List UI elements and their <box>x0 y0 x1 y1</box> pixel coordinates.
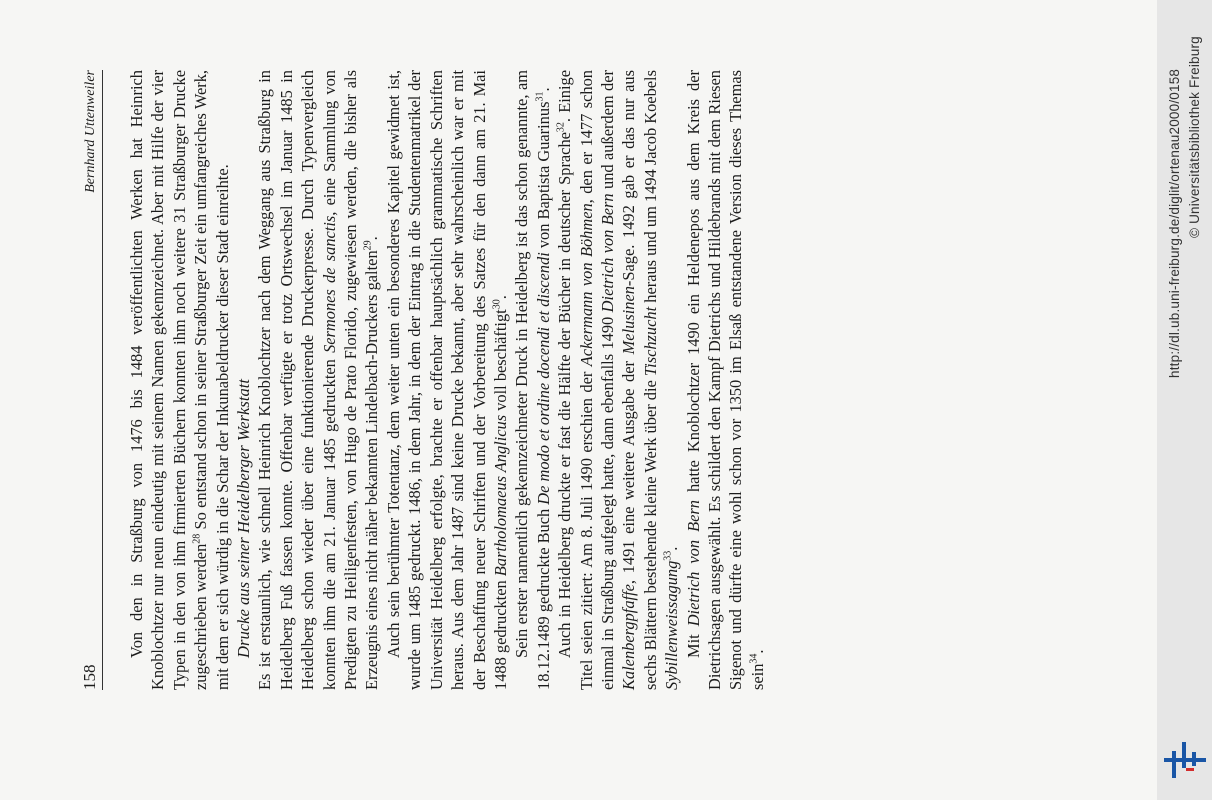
footnote-ref: 30 <box>491 299 503 310</box>
scanned-page <box>80 70 1000 690</box>
page-header <box>80 70 103 690</box>
paragraph-4: Sein erster namentlich gekennzeichneter Druck in Heidelberg ist das schon genannte, am 18.12.1489 gedruckte Buch De modo et ordine docendi et discendi von Baptista Guarinus$^{31}$. <box>512 70 553 690</box>
copyright-notice: © Universitätsbibliothek Freiburg <box>1187 36 1202 238</box>
library-side-strip-text <box>1157 0 1212 800</box>
ub-freiburg-logo-icon <box>1164 742 1206 778</box>
source-url[interactable]: http://dl.ub.uni-freiburg.de/diglit/ortenau2000/0158 <box>1167 68 1182 378</box>
paragraph-1: Von den in Straßburg von 1476 bis 1484 veröffentlichten Werken hat Heinrich Knoblochtzer nur neun eindeutig mit seinem Namen gekennzeichnet. Aber mit Hilfe der vier Typen in den von ihm firmierten Büchern konnten ihm noch weitere 31 Straßburger Drucke zugeschrieben werden$^{28}$ So entstand schon in seiner Straßburger Zeit ein umfangreiches Werk, mit dem er sich würdig in die Schar der Inkunabeldrucker dieser Stadt einreihte. <box>127 70 232 690</box>
footnote-ref: 29 <box>363 240 374 251</box>
paragraph-2: Es ist erstaunlich, wie schnell Heinrich Knoblochtzer nach dem Weggang aus Straßburg in Heidelberg Fuß fassen konnte. Offenbar verfügte er trotz Ortswechsel im Januar 1485 in Heidelberg schon wieder über eine funktionierende Druckerpresse. Durch Typenvergleich konnten ihm die am 21. Januar 1485 gedruckten Sermones de sanctis, eine Sammlung von Predigten zu Heiligenfesten, von Hugo de Prato Florido, zugewiesen werden, die bisher als Erzeugnis eines nicht näher bekannten Lindelbach-Druckers galten$^{29}$. <box>255 70 382 690</box>
section-heading: Drucke aus seiner Heidelberger Werkstatt <box>234 379 254 658</box>
body-text <box>126 70 768 690</box>
footnote-ref: 33 <box>662 550 674 561</box>
footnote-ref: 34 <box>748 653 760 664</box>
paragraph-6: Mit Dietrich von Bern hatte Knoblochtzer 1490 ein Heldenepos aus dem Kreis der Dietrichsagen ausgewählt. Es schildert den Kampf Dietrichs und Hildebrands mit dem Riesen Sigenot und dürfte eine wohl schon vor 1350 im Elsaß entstandene Version dieses Themas sein$^{34}$. <box>683 70 767 690</box>
paragraph-5: Auch in Heidelberg druckte er fast die Hälfte der Bücher in deutscher Sprache$^{32}$. Einige Titel seien zitiert: Am 8. Juli 1490 erschien der Ackermann von Böhmen, den er 1477 schon einmal in Straßburg aufgelegt hatte, dann ebenfalls 1490 Dietrich von Bern und außerdem der Kalenbergpfaffe, 1491 eine weitere Ausgabe der Melusinen-Sage. 1492 gab er das nur aus sechs Blättern bestehende kleine Werk über die Tischzucht heraus und um 1494 Jacob Koebels Sybillenweissagung$^{33}$. <box>555 70 682 690</box>
footnote-ref: 32 <box>555 122 567 133</box>
paragraph-3: Auch sein berühmter Totentanz, dem weiter unten ein besonderes Kapitel gewidmet ist, wurde um 1485 gedruckt. 1486, in dem Jahr, in dem der Eintrag in die Studentenmatrikel der Universität Heidelberg erfolgte, brachte er offenbar hauptsächlich grammatische Schriften heraus. Aus dem Jahr 1487 sind keine Drucke bekannt, aber sehr wahrscheinlich war er mit der Beschaffung neuer Schriften und der Vorbereitung des Satzes für den dann am 21. Mai 1488 gedruckten Bartholomaeus Anglicus voll beschäftigt$^{30}$. <box>383 70 510 690</box>
footnote-ref: 31 <box>534 91 546 102</box>
page-number: 158 <box>80 664 99 690</box>
running-head-author: Bernhard Uttenweiler <box>83 70 98 193</box>
footnote-ref: 28 <box>191 533 203 544</box>
